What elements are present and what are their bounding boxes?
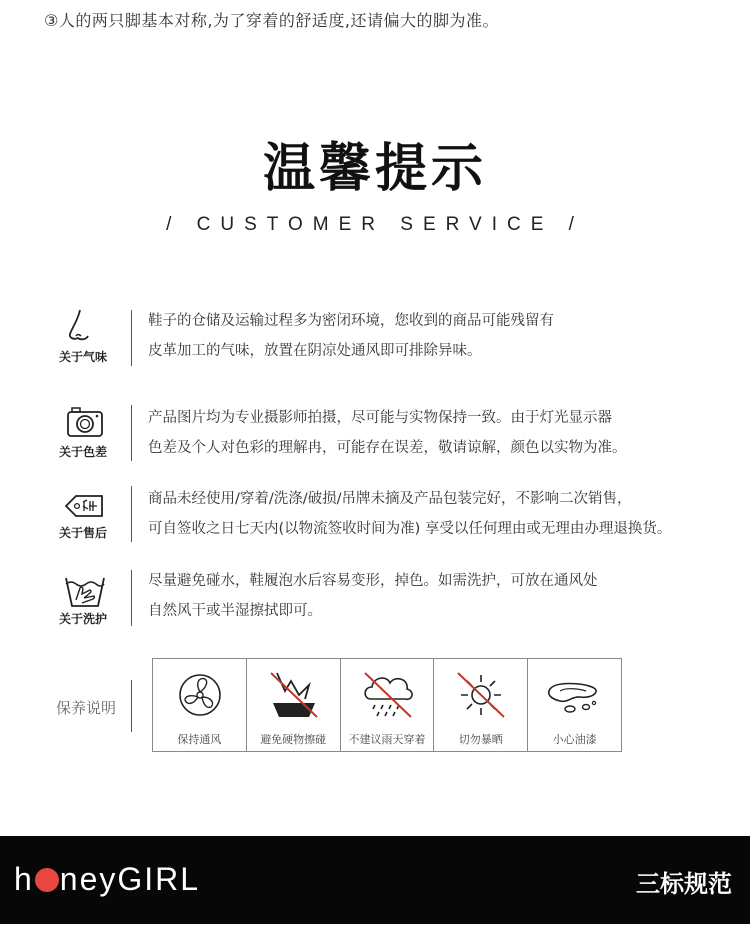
- tip-line: 尽量避免碰水，鞋履泡水后容易变形，掉色。如需洗护，可放在通风处: [148, 573, 598, 589]
- footer-bar: [0, 836, 750, 924]
- no-sun-icon: [452, 669, 510, 721]
- care-item-no-sun: [434, 659, 528, 751]
- tip-text: [148, 566, 598, 626]
- care-title: 保养说明: [56, 699, 117, 717]
- care-item-label: 小心油漆: [552, 733, 597, 746]
- tip-label: 关于售后: [58, 526, 107, 540]
- page-subtitle: / CUSTOMER SERVICE /: [166, 214, 584, 235]
- fan-icon: [171, 669, 229, 721]
- price-tag-icon: [60, 486, 108, 526]
- divider: [131, 680, 132, 732]
- footer-title: 三标规范: [636, 870, 732, 898]
- tip-text: [148, 306, 554, 366]
- tip-text: [148, 484, 671, 544]
- tip-text: [148, 403, 627, 463]
- divider: [131, 486, 132, 542]
- page-title: 温馨提示: [262, 139, 487, 199]
- divider: [131, 570, 132, 626]
- tip-line: 皮革加工的气味，放置在阴凉处通风即可排除异味。: [148, 343, 482, 359]
- nose-icon: [60, 306, 108, 346]
- tip-line: 可自签收之日七天内(以物流签收时间为准) 享受以任何理由或无理由办理退换货。: [148, 521, 672, 537]
- care-table: [152, 658, 622, 752]
- brand-logo: [14, 861, 200, 898]
- smiley-icon: [35, 868, 59, 892]
- tip-line: 商品未经使用/穿着/洗涤/破损/吊牌未摘及产品包装完好，不影响二次销售，: [148, 491, 632, 507]
- hand-wash-icon: [60, 570, 108, 610]
- care-item-no-rain: [341, 659, 435, 751]
- tip-label: 关于气味: [58, 350, 107, 364]
- care-item-label: 保持通风: [177, 733, 222, 746]
- care-item-ventilation: [153, 659, 247, 751]
- care-item-oil-paint: [528, 659, 621, 751]
- care-item-no-hard-object: [247, 659, 341, 751]
- tip-label: 关于洗护: [58, 612, 107, 626]
- care-item-label: 避免硬物擦碰: [260, 733, 327, 746]
- tip-label: 关于色差: [58, 445, 107, 459]
- camera-icon: [60, 403, 108, 443]
- tip-line: 色差及个人对色彩的理解冉，可能存在误差，敬请谅解，颜色以实物为准。: [148, 440, 627, 456]
- tip-line: 自然风干或半湿擦拭即可。: [148, 603, 322, 619]
- brand-prefix: h: [14, 861, 34, 897]
- oil-paint-icon: [546, 669, 604, 721]
- no-hard-object-icon: [265, 669, 323, 721]
- brand-suffix: neyGIRL: [59, 861, 201, 897]
- tip-line: 鞋子的仓储及运输过程多为密闭环境，您收到的商品可能残留有: [148, 313, 554, 329]
- tip-line: 产品图片均为专业摄影师拍摄，尽可能与实物保持一致。由于灯光显示器: [148, 410, 612, 426]
- no-rain-icon: [359, 669, 417, 721]
- care-item-label: 不建议雨天穿着: [348, 733, 426, 746]
- size-note: ③人的两只脚基本对称,为了穿着的舒适度,还请偏大的脚为准。: [44, 11, 500, 30]
- care-item-label: 切勿暴晒: [458, 733, 503, 746]
- divider: [131, 405, 132, 461]
- divider: [131, 310, 132, 366]
